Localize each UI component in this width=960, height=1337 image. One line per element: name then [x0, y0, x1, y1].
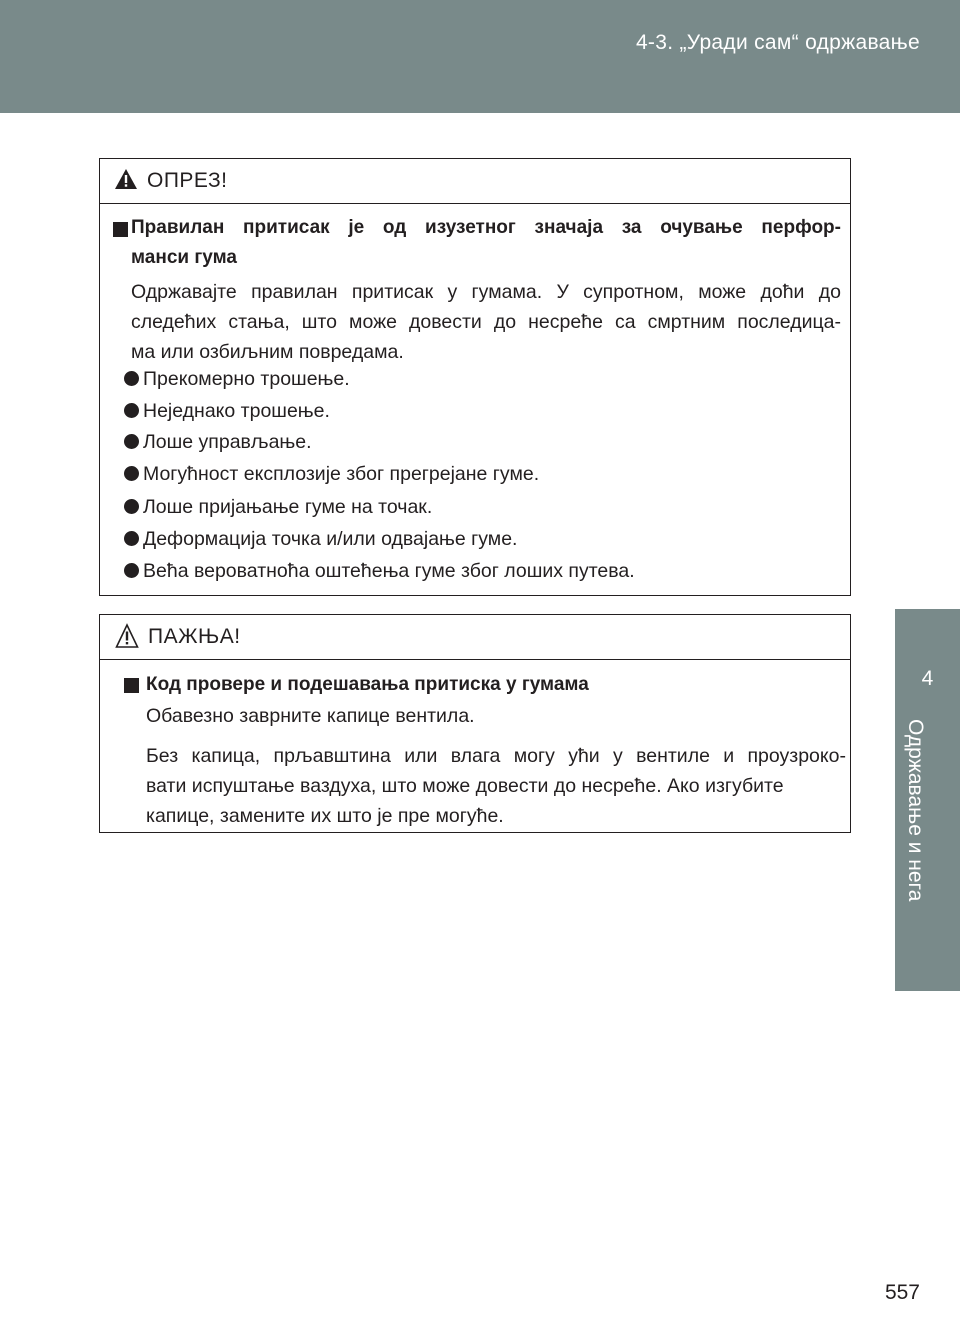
header-band	[0, 0, 960, 113]
bullet-dot-icon	[124, 434, 139, 449]
notice-label: ПАЖЊА!	[148, 625, 241, 648]
warning-outline-icon	[115, 623, 139, 649]
chapter-number: 4	[921, 667, 934, 690]
section-title: 4-3. „Уради сам“ одржавање	[635, 31, 920, 54]
list-item: Већа вероватноћа оштећења гуме због лоших путева.	[124, 559, 635, 583]
caution-heading: Правилан притисак је од изузетног значаја за очување перфор- манси гума	[131, 217, 841, 268]
chapter-title: Одржавање и нега	[904, 719, 927, 902]
list-item: Прекомерно трошење.	[124, 367, 350, 391]
square-bullet-icon	[113, 222, 128, 237]
caution-label: ОПРЕЗ!	[147, 169, 228, 192]
page-number: 557	[884, 1281, 920, 1304]
warning-triangle-icon	[114, 168, 138, 190]
caution-header	[100, 159, 850, 204]
notice-first-line: Обавезно заврните капице вентила.	[146, 705, 475, 727]
bullet-dot-icon	[124, 403, 139, 418]
notice-header	[100, 615, 850, 660]
list-item: Деформација точка и/или одвајање гуме.	[124, 527, 517, 551]
chapter-tab	[895, 609, 960, 991]
notice-heading: Код провере и подешавања притиска у гумама	[146, 674, 589, 695]
list-item: Могућност експлозије због прегрејане гуме.	[124, 462, 539, 486]
notice-box	[99, 614, 851, 833]
bullet-dot-icon	[124, 466, 139, 481]
bullet-dot-icon	[124, 371, 139, 386]
caution-body: Одржавајте правилан притисак у гумама. У супротном, може доћи до следећих стања, што може довести до несреће са смртним последица- ма или озбиљним повредама.	[131, 281, 841, 363]
list-item: Лоше управљање.	[124, 430, 312, 454]
notice-body: Без капица, прљавштина или влага могу ући у вентиле и проузроко- вати испуштање ваздуха, што може довести до несреће. Ако изгубите капице, замените их што је пре могуће.	[146, 745, 846, 827]
caution-box	[99, 158, 851, 596]
bullet-dot-icon	[124, 563, 139, 578]
bullet-dot-icon	[124, 499, 139, 514]
square-bullet-icon	[124, 678, 139, 693]
list-item: Лоше пријањање гуме на точак.	[124, 495, 432, 519]
bullet-dot-icon	[124, 531, 139, 546]
list-item: Неједнако трошење.	[124, 399, 330, 423]
